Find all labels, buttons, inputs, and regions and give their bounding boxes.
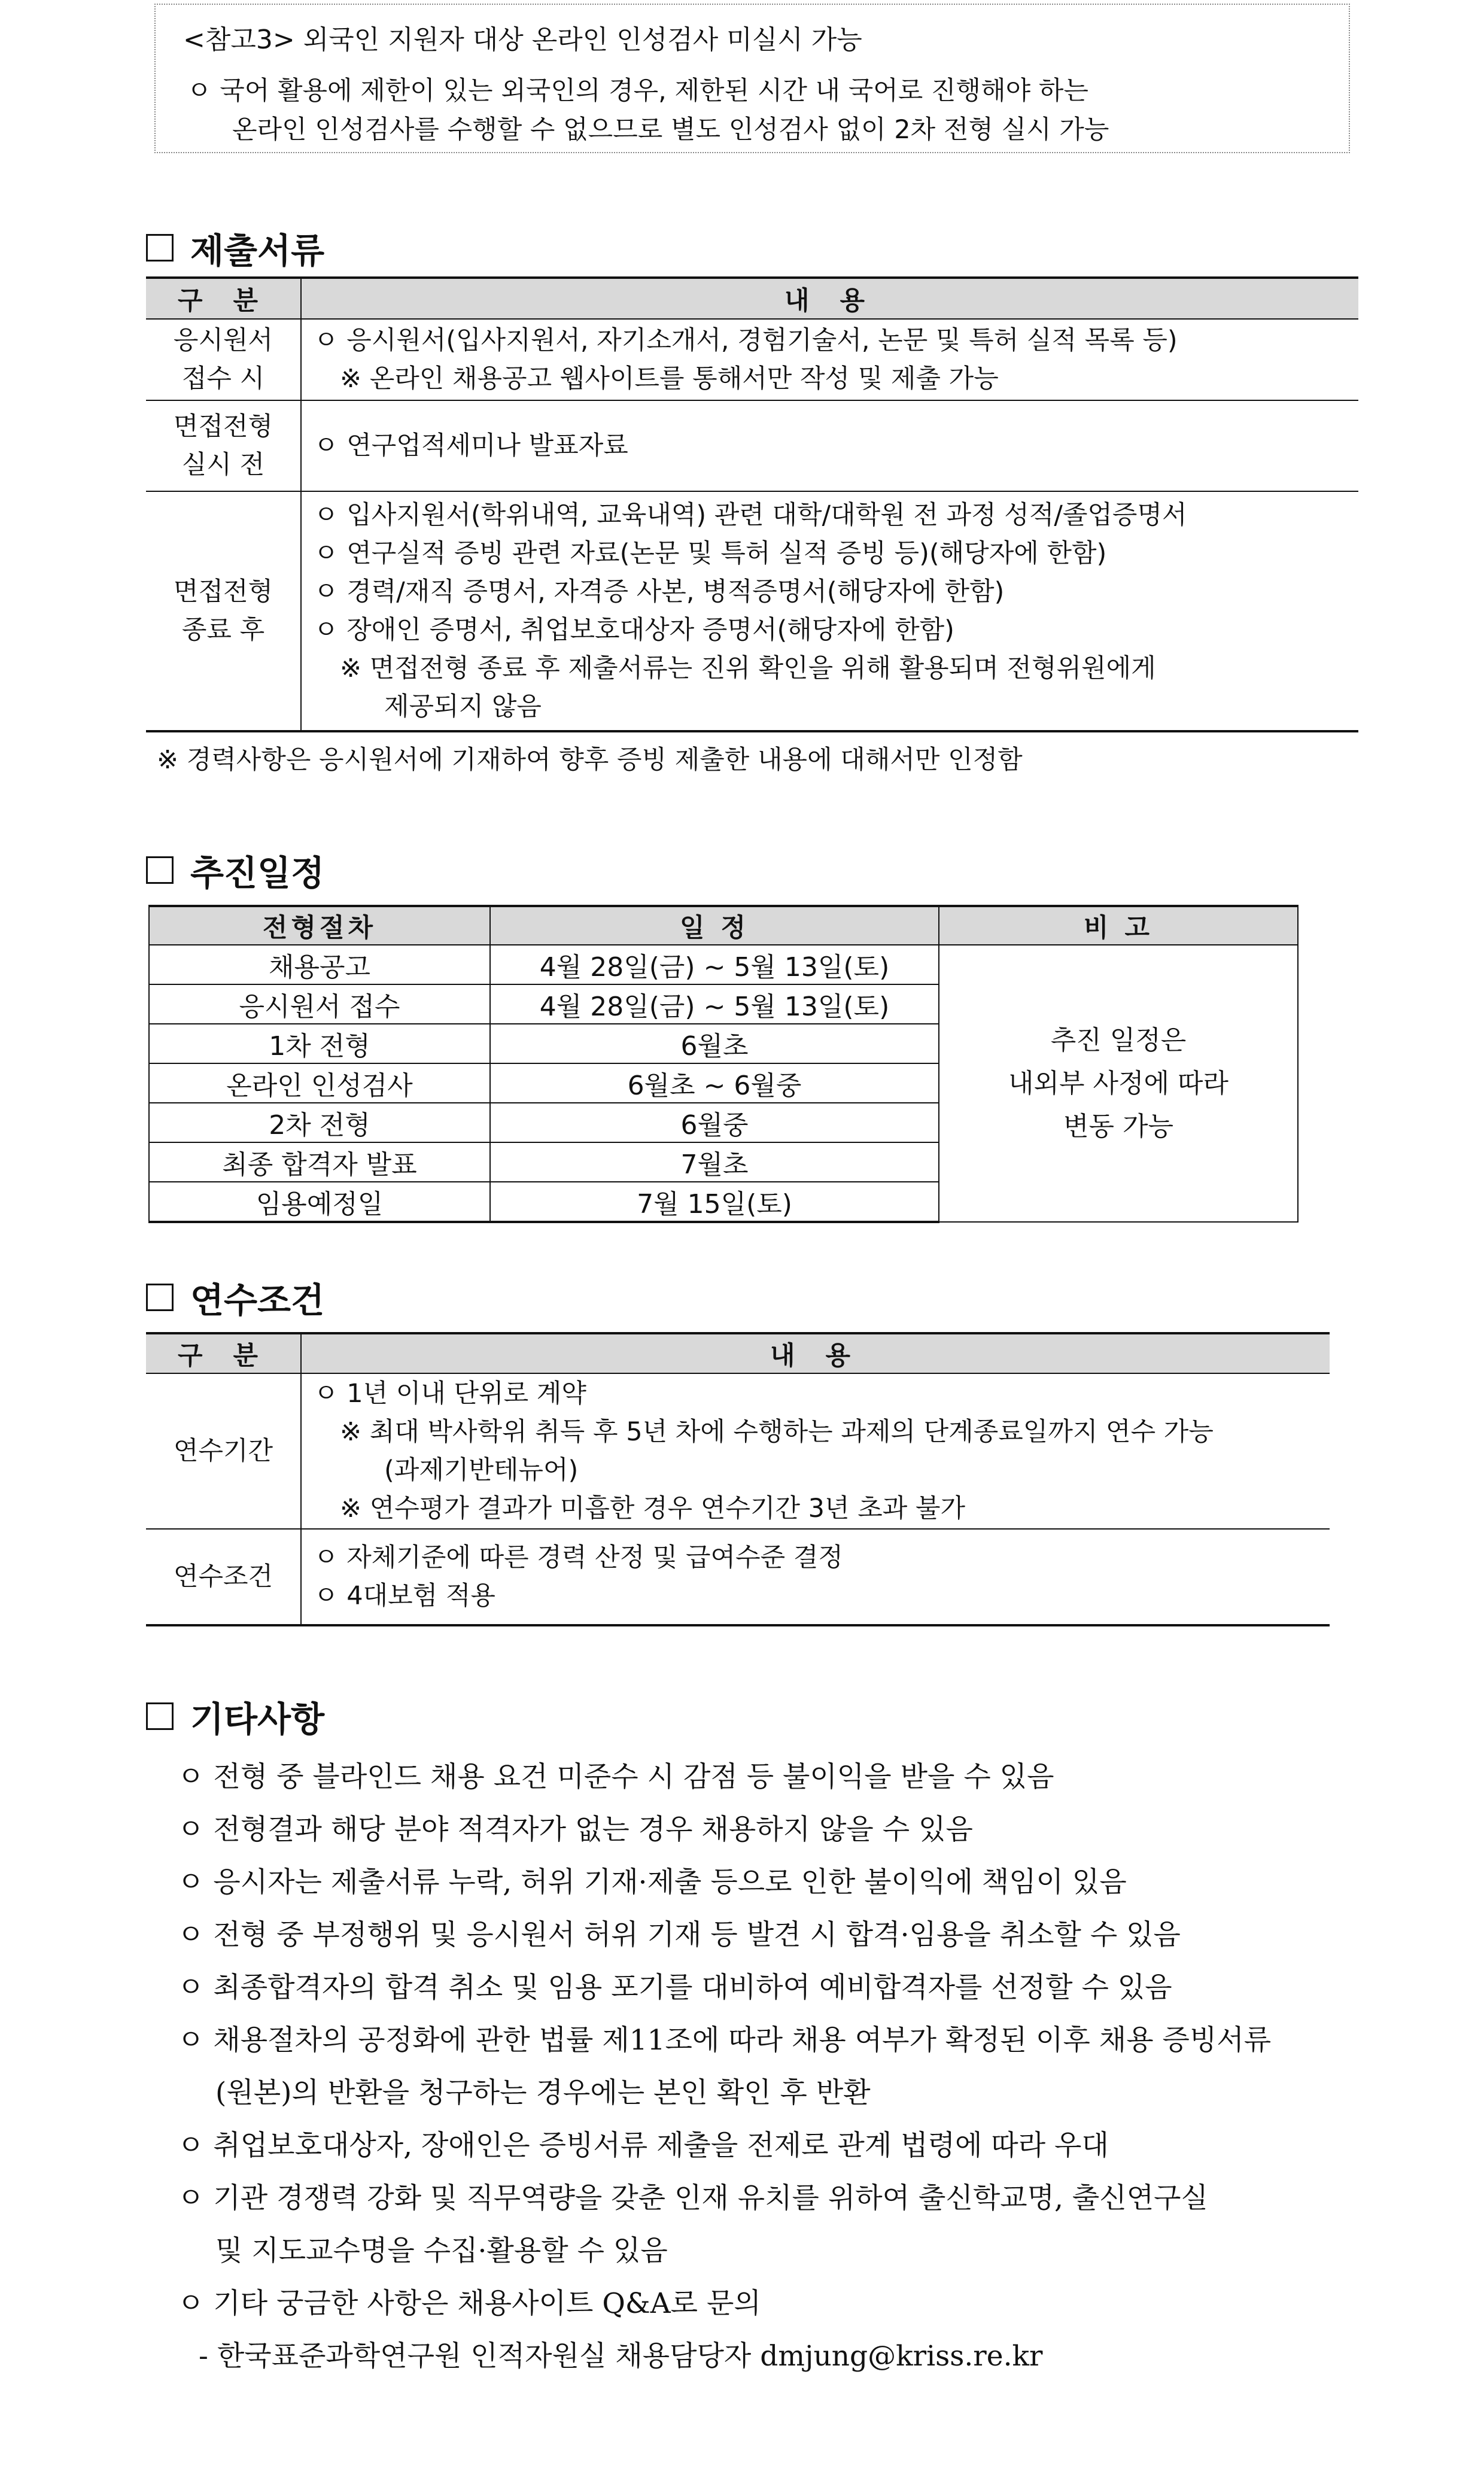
section-title: 연수조건: [190, 1280, 325, 1321]
bullet-item: ㅇ 연구실적 증빙 관련 자료(논문 및 특허 실적 증빙 등)(해당자에 한함): [314, 539, 1107, 568]
list-item-continued: (원본)의 반환을 청구하는 경우에는 본인 확인 후 반환: [215, 2076, 871, 2109]
table-row: [149, 945, 1298, 984]
documents-table: [146, 276, 1358, 732]
list-item: ㅇ 기관 경쟁력 강화 및 직무역량을 갖춘 인재 유치를 위하여 출신학교명, 출신연구실: [177, 2182, 1208, 2215]
note-item-continued: (과제기반테뉴어): [384, 1455, 579, 1485]
section-heading-misc: [146, 1691, 324, 1741]
row-content: [301, 491, 1358, 731]
checkbox-icon: [146, 234, 174, 262]
contact-line: - 한국표준과학연구원 인적자원실 채용담당자 dmjung@kriss.re.kr: [199, 2340, 1043, 2373]
step-cell: 온라인 인성검사: [149, 1063, 490, 1103]
note-title: <참고3> 외국인 지원자 대상 온라인 인성검사 미실시 가능: [183, 25, 862, 55]
step-cell: 채용공고: [149, 945, 490, 984]
bullet-item: ㅇ 4대보험 적용: [314, 1581, 495, 1611]
bullet-item: ㅇ 연구업적세미나 발표자료: [314, 431, 628, 461]
remark-line: 변동 가능: [1063, 1111, 1173, 1142]
col-header-remark: 비 고: [939, 906, 1298, 945]
row-label-line: 면접전형: [173, 412, 273, 442]
checkbox-icon: [146, 1702, 174, 1730]
bullet-item: ㅇ 응시원서(입사지원서, 자기소개서, 경험기술서, 논문 및 특허 실적 목록 등): [314, 326, 1178, 355]
note-line-2: 온라인 인성검사를 수행할 수 없으므로 별도 인성검사 없이 2차 전형 실시 가능: [232, 115, 1109, 145]
date-cell: 6월중: [490, 1103, 939, 1142]
note-item-continued: 제공되지 않음: [384, 692, 542, 722]
section-title: 추진일정: [190, 853, 325, 893]
training-table: [146, 1332, 1330, 1626]
remark-line: 추진 일정은: [1050, 1024, 1187, 1056]
bullet-item: ㅇ 경력/재직 증명서, 자격증 사본, 병적증명서(해당자에 한함): [314, 577, 1005, 607]
list-item: ㅇ 전형 중 부정행위 및 응시원서 허위 기재 등 발견 시 합격·임용을 취소할 수 있음: [177, 1918, 1181, 1951]
table-header-row: [146, 1333, 1330, 1373]
bullet-item: ㅇ 입사지원서(학위내역, 교육내역) 관련 대학/대학원 전 과정 성적/졸업증명서: [314, 500, 1187, 530]
date-cell: 6월초: [490, 1024, 939, 1063]
col-header-content: 내 용: [301, 1333, 1330, 1373]
table-header-row: [149, 906, 1298, 945]
checkbox-icon: [146, 1284, 174, 1311]
row-label-line: 실시 전: [181, 450, 265, 480]
remark-cell: [939, 945, 1298, 1222]
date-cell: 7월초: [490, 1142, 939, 1182]
note-line-1: ㅇ 국어 활용에 제한이 있는 외국인의 경우, 제한된 시간 내 국어로 진행해야 하는: [187, 76, 1088, 106]
note-item: ※ 최대 박사학위 취득 후 5년 차에 수행하는 과제의 단계종료일까지 연수 가능: [340, 1417, 1214, 1447]
section-title: 기타사항: [190, 1699, 325, 1740]
list-item: ㅇ 취업보호대상자, 장애인은 증빙서류 제출을 전제로 관계 법령에 따라 우대: [177, 2129, 1109, 2162]
step-cell: 2차 전형: [149, 1103, 490, 1142]
list-item: ㅇ 최종합격자의 합격 취소 및 임용 포기를 대비하여 예비합격자를 선정할 수 있음: [177, 1971, 1172, 2004]
table-row: [146, 400, 1358, 491]
date-cell: 4월 28일(금) ~ 5월 13일(토): [490, 984, 939, 1024]
note-item: ※ 온라인 채용공고 웹사이트를 통해서만 작성 및 제출 가능: [340, 364, 999, 394]
list-item: ㅇ 응시자는 제출서류 누락, 허위 기재·제출 등으로 인한 불이익에 책임이 있음: [177, 1866, 1127, 1899]
row-content: [301, 319, 1358, 400]
step-cell: 임용예정일: [149, 1182, 490, 1222]
step-cell: 응시원서 접수: [149, 984, 490, 1024]
date-cell: 7월 15일(토): [490, 1182, 939, 1222]
bullet-item: ㅇ 장애인 증명서, 취업보호대상자 증명서(해당자에 한함): [314, 615, 954, 645]
list-item: ㅇ 전형결과 해당 분야 적격자가 없는 경우 채용하지 않을 수 있음: [177, 1813, 973, 1846]
date-cell: 6월초 ~ 6월중: [490, 1063, 939, 1103]
row-label-line: 면접전형: [173, 577, 273, 607]
col-header-date: 일 정: [490, 906, 939, 945]
list-item: ㅇ 채용절차의 공정화에 관한 법률 제11조에 따라 채용 여부가 확정된 이후 채용 증빙서류: [177, 2024, 1272, 2057]
section-title: 제출서류: [190, 230, 325, 271]
section-heading-schedule: [146, 845, 324, 895]
misc-list: [177, 1751, 1271, 2383]
checkbox-icon: [146, 856, 174, 884]
list-item: ㅇ 기타 궁금한 사항은 채용사이트 Q&A로 문의: [177, 2287, 761, 2320]
step-cell: 1차 전형: [149, 1024, 490, 1063]
bullet-item: ㅇ 1년 이내 단위로 계약: [314, 1379, 586, 1409]
date-cell: 4월 28일(금) ~ 5월 13일(토): [490, 945, 939, 984]
row-label: 연수기간: [146, 1373, 301, 1529]
list-item-continued: 및 지도교수명을 수집·활용할 수 있음: [215, 2234, 668, 2267]
table-row: [146, 1529, 1330, 1625]
note-box: [154, 4, 1350, 153]
col-header-category: 구 분: [146, 1333, 301, 1373]
section-heading-documents: [146, 223, 324, 273]
list-item: ㅇ 전형 중 블라인드 채용 요건 미준수 시 감점 등 불이익을 받을 수 있음: [177, 1761, 1054, 1793]
note-item: ※ 면접전형 종료 후 제출서류는 진위 확인을 위해 활용되며 전형위원에게: [340, 653, 1156, 683]
section-heading-training: [146, 1272, 324, 1322]
documents-footnote: ※ 경력사항은 응시원서에 기재하여 향후 증빙 제출한 내용에 대해서만 인정함: [157, 745, 1023, 775]
row-content: [301, 400, 1358, 491]
row-label: [146, 491, 301, 731]
col-header-step: 전형절차: [149, 906, 490, 945]
row-label: [146, 319, 301, 400]
col-header-content: 내 용: [301, 278, 1358, 319]
row-label: [146, 400, 301, 491]
row-label-line: 접수 시: [181, 364, 265, 394]
table-row: [146, 319, 1358, 400]
row-content: [301, 1529, 1330, 1625]
row-label: 연수조건: [146, 1529, 301, 1625]
remark-line: 내외부 사정에 따라: [1008, 1068, 1228, 1099]
table-row: [146, 491, 1358, 731]
bullet-item: ㅇ 자체기준에 따른 경력 산정 및 급여수준 결정: [314, 1543, 843, 1573]
col-header-category: 구 분: [146, 278, 301, 319]
table-row: [146, 1373, 1330, 1529]
note-item: ※ 연수평가 결과가 미흡한 경우 연수기간 3년 초과 불가: [340, 1494, 966, 1524]
row-content: [301, 1373, 1330, 1529]
row-label-line: 응시원서: [173, 326, 273, 355]
table-header-row: [146, 278, 1358, 319]
schedule-table: [148, 905, 1298, 1223]
row-label-line: 종료 후: [181, 615, 265, 645]
step-cell: 최종 합격자 발표: [149, 1142, 490, 1182]
